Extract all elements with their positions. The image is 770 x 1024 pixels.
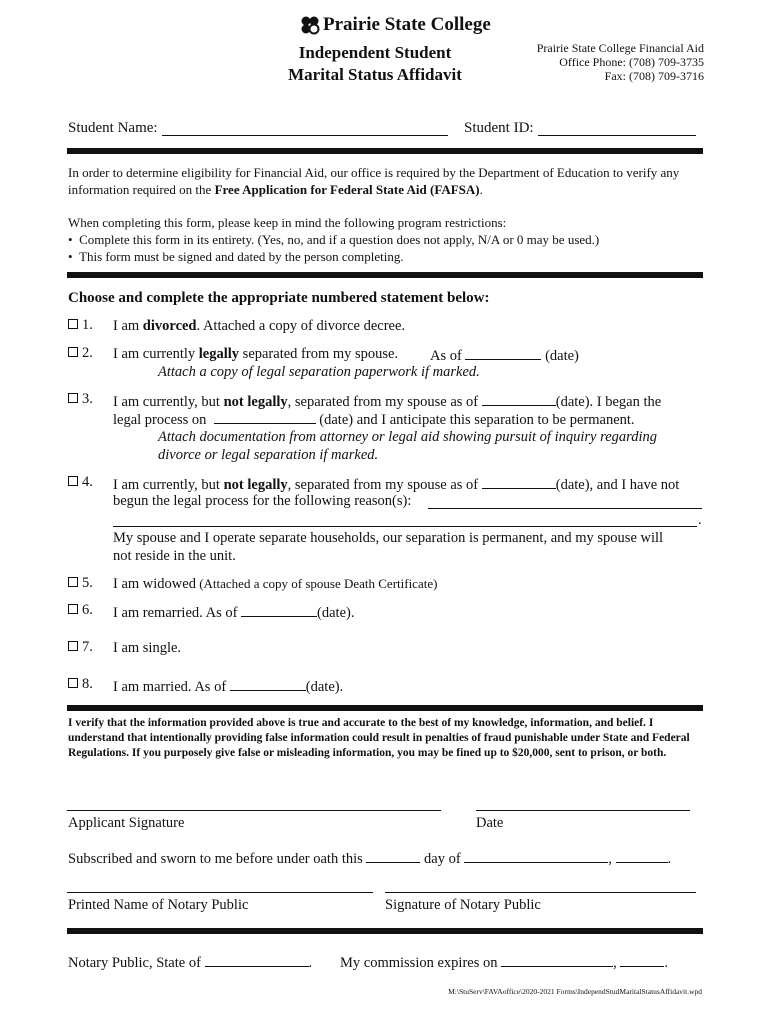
s3-bold: not legally — [223, 394, 288, 410]
statement-1 — [113, 317, 405, 335]
sworn-statement — [68, 848, 671, 868]
bullet-1-text: Complete this form in its entirety. (Yes, no, and if a question does not apply, N/A or 0 may be used.) — [79, 232, 600, 247]
commission-line — [340, 952, 668, 972]
s3-pre: I am currently, but — [113, 394, 224, 410]
s3-post: , separated from my spouse as of — [287, 394, 479, 410]
choose-heading: Choose and complete the appropriate numbered statement below: — [68, 290, 490, 306]
student-id-field[interactable] — [538, 135, 696, 136]
s1-post: . Attached a copy of divorce decree. — [196, 318, 406, 334]
statement-2-note: Attach a copy of legal separation paperwork if marked. — [158, 364, 480, 380]
option-3-number: 3. — [82, 391, 93, 407]
student-name-field[interactable] — [162, 135, 448, 136]
s3-legal-date-field[interactable] — [214, 409, 316, 424]
divider-rule — [67, 928, 703, 934]
commission-comma: , — [613, 955, 617, 971]
s6-post: (date). — [317, 605, 355, 621]
intro-end: . — [479, 182, 483, 197]
option-3[interactable] — [68, 391, 93, 408]
sworn-period: . — [667, 851, 672, 867]
date-label: Date — [476, 815, 504, 831]
statement-4-line1 — [113, 474, 679, 494]
file-path-footer: M:\StuServ\FAVAoffice\2020-2021 Forms\IndependStudMaritalStatusAffidavit.wpd — [448, 987, 702, 996]
s3-line2-post: (date) and I anticipate this separation to be permanent. — [319, 412, 635, 428]
printed-notary-label: Printed Name of Notary Public — [68, 897, 249, 913]
checkbox-2[interactable] — [68, 347, 78, 357]
s6-date-field[interactable] — [241, 602, 317, 617]
s2-date-field[interactable] — [465, 345, 541, 360]
checkbox-5[interactable] — [68, 577, 78, 587]
s5-small: (Attached a copy of spouse Death Certificate) — [195, 576, 438, 591]
notary-state-line — [68, 952, 312, 972]
notary-state-field[interactable] — [205, 952, 309, 967]
student-name-label: Student Name: — [68, 120, 158, 136]
intro-text: In order to determine eligibility for Financial Aid, our office is required by the Department of Education to verify any information required on the — [68, 165, 680, 197]
option-7[interactable] — [68, 639, 93, 656]
s4-bold: not legally — [223, 477, 288, 493]
checkbox-7[interactable] — [68, 641, 78, 651]
s2-post: separated from my spouse. — [239, 346, 399, 362]
s4-post2: (date), and I have not — [555, 477, 680, 493]
s8-text: I am married. As of — [113, 679, 227, 695]
option-4[interactable] — [68, 474, 93, 491]
college-logo-icon — [300, 15, 320, 35]
divider-rule — [67, 272, 703, 278]
statement-5 — [113, 575, 437, 593]
option-2-number: 2. — [82, 345, 93, 361]
applicant-signature-field[interactable] — [67, 810, 441, 811]
student-id-label: Student ID: — [464, 120, 534, 136]
option-8[interactable] — [68, 676, 93, 693]
option-2[interactable] — [68, 345, 93, 362]
notary-state-period: . — [308, 955, 313, 971]
s4-pre: I am currently, but — [113, 477, 224, 493]
option-5[interactable] — [68, 575, 93, 592]
option-1-number: 1. — [82, 317, 93, 333]
statement-2 — [113, 345, 398, 363]
s4-reason-field-1[interactable] — [428, 508, 702, 509]
notary-state-label: Notary Public, State of — [68, 955, 201, 971]
divider-rule — [67, 705, 703, 711]
statement-4-para2: not reside in the unit. — [113, 548, 236, 564]
restrictions-intro: When completing this form, please keep in mind the following program restrictions: — [68, 215, 507, 230]
sworn-day-field[interactable] — [366, 848, 420, 863]
checkbox-6[interactable] — [68, 604, 78, 614]
s4-post: , separated from my spouse as of — [287, 477, 479, 493]
college-logo — [300, 14, 491, 36]
statement-4-para1: My spouse and I operate separate households, our separation is permanent, and my spouse will — [113, 530, 664, 546]
college-name: Prairie State College — [323, 14, 491, 35]
verification-statement: I verify that the information provided above is true and accurate to the best of my knowledge, information, and belief. I understand that intentionally providing false information could result in penalties of fraud punishable under State and Federal Regulations. If you purposely give false or misleading information, you may be fined up to $20,000, sent to prison, or both. — [68, 717, 690, 759]
checkbox-4[interactable] — [68, 476, 78, 486]
sworn-year-field[interactable] — [616, 848, 668, 863]
s2-date-label: (date) — [545, 348, 579, 364]
s3-line2-pre: legal process on — [113, 412, 207, 428]
option-1[interactable] — [68, 317, 93, 334]
commission-period: . — [664, 955, 668, 971]
printed-notary-field[interactable] — [67, 892, 373, 893]
commission-label: My commission expires on — [340, 955, 498, 971]
sworn-mid: day of — [424, 851, 461, 867]
s4-line3-end: . — [698, 512, 702, 528]
statement-3-line2 — [113, 409, 635, 429]
s8-date-field[interactable] — [230, 676, 306, 691]
s4-date-field[interactable] — [482, 474, 556, 489]
statement-4-line2: begun the legal process for the following reason(s): — [113, 493, 412, 509]
form-title-line2: Marital Status Affidavit — [288, 65, 462, 84]
sworn-month-field[interactable] — [464, 848, 608, 863]
contact-fax: Fax: (708) 709-3716 — [604, 69, 704, 83]
checkbox-3[interactable] — [68, 393, 78, 403]
bullet-2: • This form must be signed and dated by the person completing. — [68, 249, 404, 264]
s2-bold: legally — [198, 346, 240, 362]
s6-text: I am remarried. As of — [113, 605, 238, 621]
option-4-number: 4. — [82, 474, 93, 490]
statement-3-note1: Attach documentation from attorney or legal aid showing pursuit of inquiry regarding — [158, 429, 658, 445]
statement-7: I am single. — [113, 640, 182, 656]
bullet-1: • Complete this form in its entirety. (Yes, no, and if a question does not apply, N/A or 0 may be used.) — [68, 232, 600, 247]
s3-post2: (date). I began the — [555, 394, 662, 410]
commission-date-field[interactable] — [501, 952, 613, 967]
notary-signature-label: Signature of Notary Public — [385, 897, 541, 913]
sworn-comma: , — [608, 851, 612, 867]
s2-pre: I am currently — [113, 346, 199, 362]
s3-date-field[interactable] — [482, 391, 556, 406]
date-field[interactable] — [476, 810, 690, 811]
intro-paragraph — [68, 164, 708, 198]
option-7-number: 7. — [82, 639, 93, 655]
contact-phone: Office Phone: (708) 709-3735 — [559, 55, 704, 69]
s1-pre: I am — [113, 318, 143, 334]
checkbox-8[interactable] — [68, 678, 78, 688]
commission-year-field[interactable] — [620, 952, 664, 967]
divider-rule — [67, 148, 703, 154]
s5-text: I am widowed — [113, 576, 196, 592]
notary-signature-field[interactable] — [385, 892, 696, 893]
statement-3-line1 — [113, 391, 661, 411]
s1-bold: divorced — [142, 318, 197, 334]
s2-as-of: As of — [430, 348, 462, 364]
statement-2-date — [430, 345, 579, 365]
s8-post: (date). — [305, 679, 344, 695]
statement-8 — [113, 676, 343, 696]
option-6-number: 6. — [82, 602, 93, 618]
statement-6 — [113, 602, 354, 622]
option-8-number: 8. — [82, 676, 93, 692]
checkbox-1[interactable] — [68, 319, 78, 329]
sworn-pre: Subscribed and sworn to me before under oath this — [68, 851, 363, 867]
contact-name: Prairie State College Financial Aid — [536, 41, 704, 55]
form-title-line1: Independent Student — [298, 43, 452, 62]
applicant-signature-label: Applicant Signature — [68, 815, 185, 831]
statement-3-note2: divorce or legal separation if marked. — [158, 447, 379, 463]
fafsa-text: Free Application for Federal State Aid (FAFSA) — [214, 182, 480, 197]
bullet-2-text: This form must be signed and dated by the person completing. — [79, 249, 404, 264]
option-5-number: 5. — [82, 575, 93, 591]
s4-reason-field-2[interactable] — [113, 526, 697, 527]
option-6[interactable] — [68, 602, 93, 619]
